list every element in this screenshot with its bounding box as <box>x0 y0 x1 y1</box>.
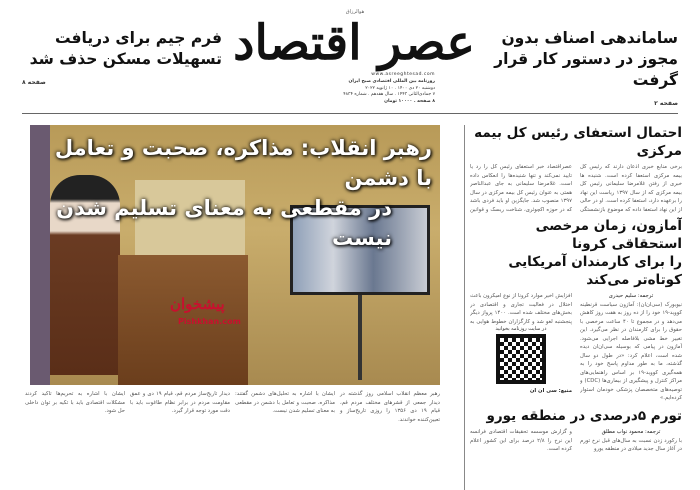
article2-body-right-text: نیویورک (سی‌ان‌ان): آمازون سیاست قرنطینه کووید-۱۹ خود را از ده روز به هفت روز کاهش می‌دهد و در مجموع تا ۴۰ ساعت مرخصی با حقوق را برای کارمندان در نظر می‌گیرد. این تغییر خط مشی بلافاصله اجرایی می‌شود. آمازون در پیامی که بوسیله سی‌ان‌ان دیده شده است، اعلام کرد: «در طول دو سال گذشته، ما به طور مداوم پاسخ خود را به همه‌گیری کووید-۱۹ بر اساس راهنمایی‌های مراکز کنترل و پیشگیری از بیماری‌ها (CDC) و توصیه‌های متخصصان پزشکی خودمان استوار کرده‌ایم.» <box>580 301 682 401</box>
masthead-logo: عصر اقتصاد <box>233 15 475 71</box>
teaser-left-page: صفحه ۸ <box>22 79 46 86</box>
article1-title[interactable]: احتمال استعفای رئیس کل بیمه مرکزی <box>474 125 682 159</box>
masthead-issue: ۷ جمادی‌الثانی ۱۴۴۳ . سال هفدهم . شماره ۴۸۳۴ <box>343 92 435 97</box>
right-column <box>470 124 682 490</box>
article3-body <box>470 428 682 490</box>
masthead <box>235 8 475 112</box>
article3-body-left: و گزارش موسسه تحقیقات اقتصادی فرانسه این نرخ را ۲/۸ درصد برای این کشور اعلام کرده است. <box>470 429 572 452</box>
article3-body-right <box>580 428 682 490</box>
lead-headline-line1: رهبر انقلاب: مذاکره، صحبت و تعامل با دشمن <box>54 136 432 190</box>
teaser-right[interactable] <box>478 28 678 114</box>
qr-code[interactable] <box>496 334 546 384</box>
article2-title[interactable] <box>470 217 682 289</box>
masthead-date: دوشنبه ۲۰ دی ۱۴۰۰ . ۱۰ ژانویه ۲۰۲۲ <box>365 85 435 91</box>
column-divider <box>464 125 465 490</box>
lead-body-col4: ایشان با اشاره به تحریم‌ها تاکید کردند مشکلات اقتصادی باید با تکیه بر توان داخلی حل شود. <box>25 391 125 414</box>
lead-body-col3: دیدار تاریخ‌ساز مردم قم، قیام ۱۹ دی و عمق مقاومت مردم در برابر نظام طاغوت باید با دقت مورد توجه قرار گیرد. <box>130 391 230 414</box>
lead-body-col2: ایشان با اشاره به تحلیل‌های دشمن گفتند: مذاکره، صحبت و تعامل با دشمن در مقطعی به معنای تسلیم شدن نیست. <box>235 391 335 414</box>
qr-label: در سایت روزنامه بخوانید <box>495 326 547 332</box>
article3-byline: ترجمه: محمود نواب مطلق <box>601 429 661 435</box>
teaser-right-page: صفحه ۲ <box>654 100 678 107</box>
watermark-url: Pishkhan.com <box>178 317 241 326</box>
article1-body <box>470 163 682 214</box>
article2-body-right <box>580 292 682 404</box>
article1-body-left: عصراقتصاد خبر استعفای رئیس کل را رد یا تایید نمی‌کند و تنها شنیده‌ها را انعکاس داده است. غلامرضا سلیمانی به جای عبدالناصر همتی به عنوان رئیس کل بیمه مرکزی در سال ۱۳۹۷ منصوب شد. جایگزین او باید فردی باشد که در حوزه اکچوئری، شناخت ریسک و قوانین <box>470 164 572 213</box>
article3-title[interactable]: تورم ۵درصدی در منطقه یورو <box>486 408 682 424</box>
masthead-info <box>335 79 435 105</box>
lead-headline-line2: در مقطعی به معنای تسلیم شدن نیست <box>56 196 392 250</box>
article2-body-left-wrap <box>470 292 572 404</box>
masthead-price: ۸ صفحه . ۱۰۰۰۰ تومان <box>384 98 435 104</box>
qr-block[interactable] <box>470 326 572 385</box>
masthead-website: www.asreeghtesad.com <box>371 72 435 77</box>
article1-body-right: برخی منابع خبری اذعان دارند که رئیس کل بیمه مرکزی استعفا کرده است. شنیده ها خبری از رفتن غلامرضا سلیمانی رئیس کل بیمه مرکزی که از سال ۱۳۹۷ ریاست این نهاد را برعهده دارد، استعفا کرده است. او در حالی از این نهاد استعفا داده که موضوع بازنشستگی <box>580 164 682 213</box>
masthead-subtitle: روزنامه بین المللی اقتصادی صبح ایران <box>348 79 435 84</box>
lead-headline[interactable] <box>32 133 432 253</box>
article3-body-right-text: با رکورد زدن نسبت به سال‌های قبل نرخ تورم در آغاز سال جدید میلادی در منطقه یورو <box>580 437 682 452</box>
masthead-tagline: هوالرزاق <box>345 9 365 15</box>
lead-photo <box>30 125 440 385</box>
article2-byline: ترجمه: سلیم حیدری <box>608 293 654 299</box>
masthead-divider <box>22 113 678 114</box>
watermark-logo: پیشخوان <box>170 295 225 313</box>
lead-body-col1: رهبر معظم انقلاب اسلامی روز گذشته در دیدار جمعی از قشرهای مختلف مردم قم، قیام ۱۹ دی ۱۳۵۶ را روزی تاریخ‌ساز و تعیین‌کننده خواندند. <box>340 391 440 423</box>
teaser-left[interactable] <box>22 28 222 93</box>
teaser-right-title: ساماندهی اصناف بدون مجوز در دستور کار قرار گرفت <box>494 29 678 89</box>
photo-screen-stand <box>358 295 362 380</box>
teaser-left-title: فرم جیم برای دریافت تسهیلات مسکن حذف شد <box>29 29 222 68</box>
article2-title-line2: را برای کارمندان آمریکایی کوتاه‌تر می‌کند <box>508 254 682 288</box>
article2-body <box>470 292 682 404</box>
article2-body-left: افزایش اخیر موارد کرونا از نوع امیکرون باعث اختلال در فعالیت تجاری و اقتصادی در بخش‌های مختلف شده است. ۱۴۰۰ پرواز دیگر پنجشنبه لغو شد و کارگزاران خطوط هوایی به <box>470 293 572 325</box>
article2-title-line1: آمازون، زمان مرخصی استحقاقی کرونا <box>535 218 682 252</box>
article2-source: منبع: سی ان ان <box>529 388 572 394</box>
